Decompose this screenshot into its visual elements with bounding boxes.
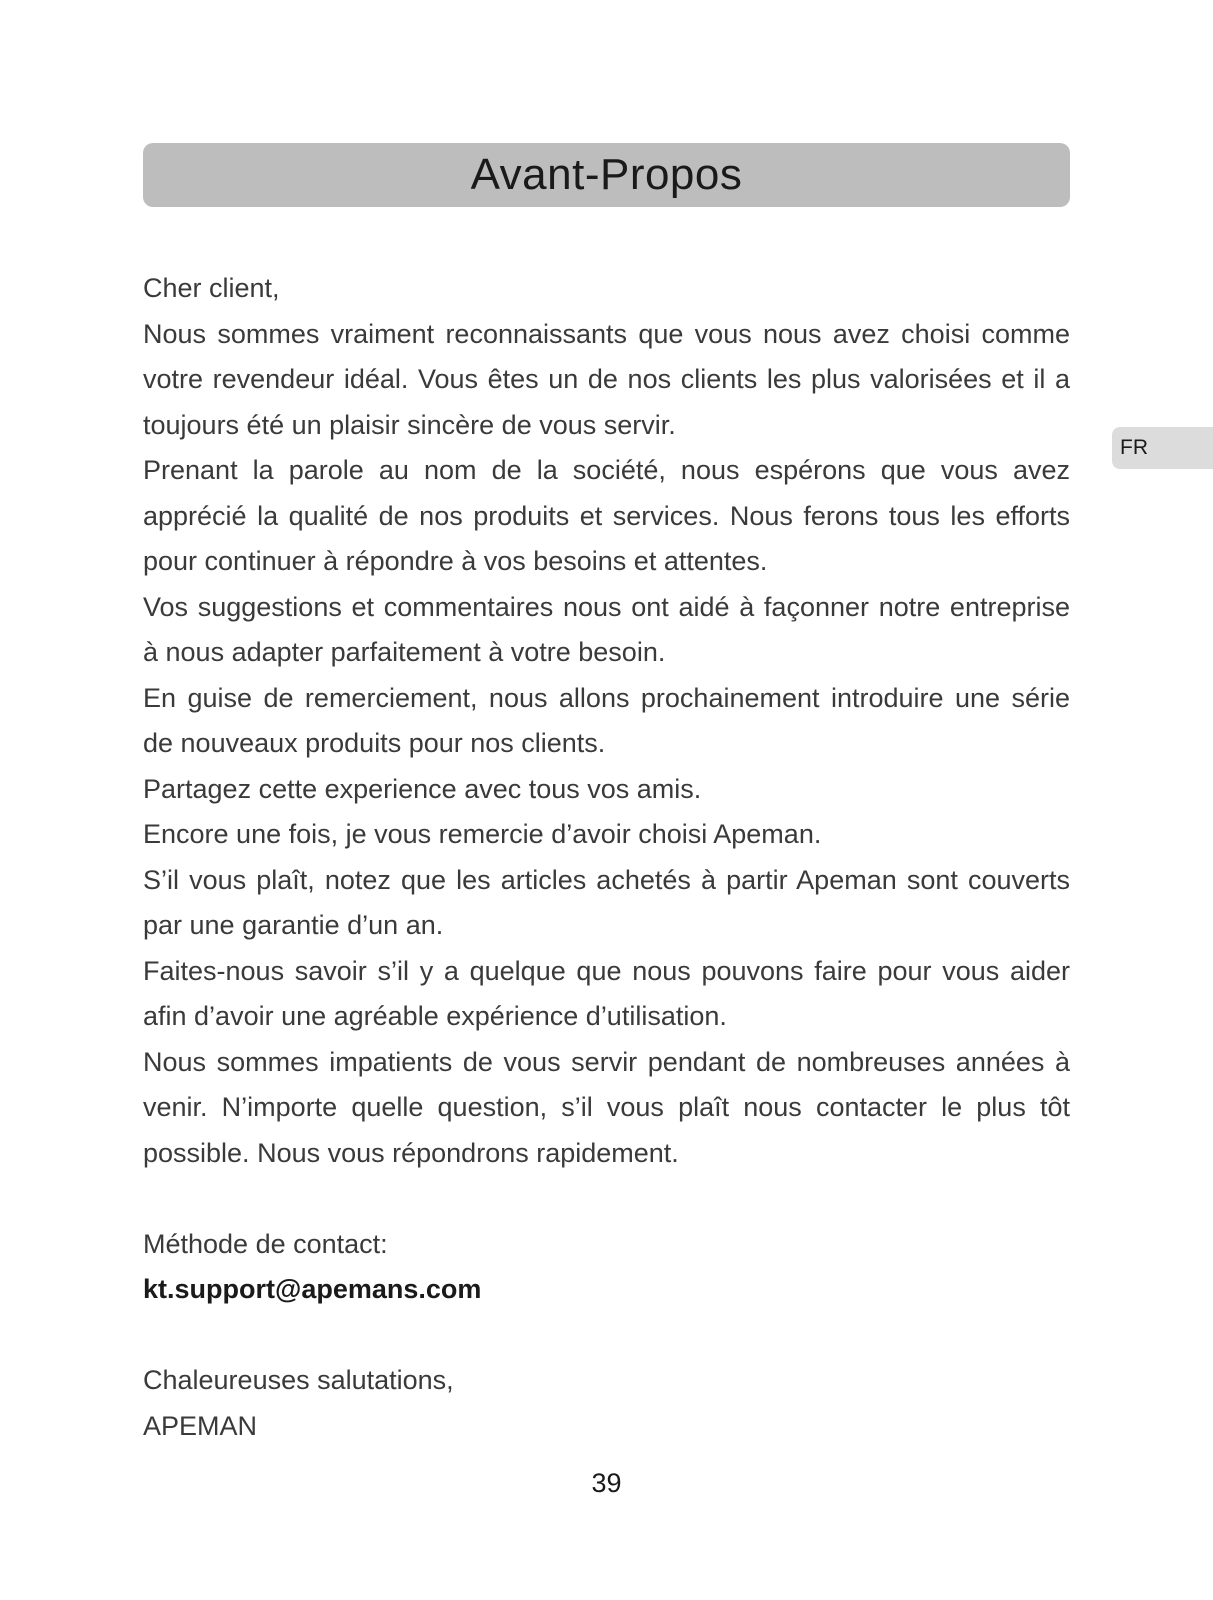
contact-label: Méthode de contact:	[143, 1228, 388, 1259]
language-tab	[1112, 427, 1213, 469]
paragraph: S’il vous plaît, notez que les articles achetés à partir Apeman sont couverts par une garantie d’un an.	[143, 864, 1070, 940]
paragraph: Nous sommes impatients de vous servir pendant de nombreuses années à venir. N’importe quelle question, s’il vous plaît nous contacter le plus tôt possible. Nous vous répondrons rapidement.	[143, 1046, 1070, 1168]
paragraph: Faites-nous savoir s’il y a quelque que nous pouvons faire pour vous aider afin d’avoir une agréable expérience d’utilisation.	[143, 955, 1070, 1031]
spacer	[143, 1313, 1070, 1359]
greeting: Cher client,	[143, 273, 280, 303]
paragraph: Vos suggestions et commentaires nous ont aidé à façonner notre entreprise à nous adapter parfaitement à votre besoin.	[143, 591, 1070, 667]
paragraph: En guise de remerciement, nous allons prochainement introduire une série de nouveaux produits pour nos clients.	[143, 682, 1070, 758]
closing: Chaleureuses salutations,	[143, 1365, 454, 1395]
paragraph: Prenant la parole au nom de la société, nous espérons que vous avez apprécié la qualité de nos produits et services. Nous ferons tous les efforts pour continuer à répondre à vos besoins et attentes.	[143, 455, 1070, 576]
contact-email: kt.support@apemans.com	[143, 1274, 482, 1304]
page-number: 39	[591, 1468, 622, 1498]
paragraph: Partagez cette experience avec tous vos amis.	[143, 773, 702, 804]
page-title: Avant-Propos	[470, 150, 743, 199]
paragraph: Nous sommes vraiment reconnaissants que vous nous avez choisi comme votre revendeur idéal. Vous êtes un de nos clients les plus valorisées et il a toujours été un plaisir sincère de vous servir.	[143, 318, 1070, 440]
paragraph: Encore une fois, je vous remercie d’avoir choisi Apeman.	[143, 819, 822, 849]
language-label: FR	[1120, 436, 1148, 459]
letter-body	[143, 266, 1070, 1449]
spacer	[143, 1176, 1070, 1222]
signature: APEMAN	[143, 1410, 258, 1441]
title-bar	[143, 143, 1070, 207]
